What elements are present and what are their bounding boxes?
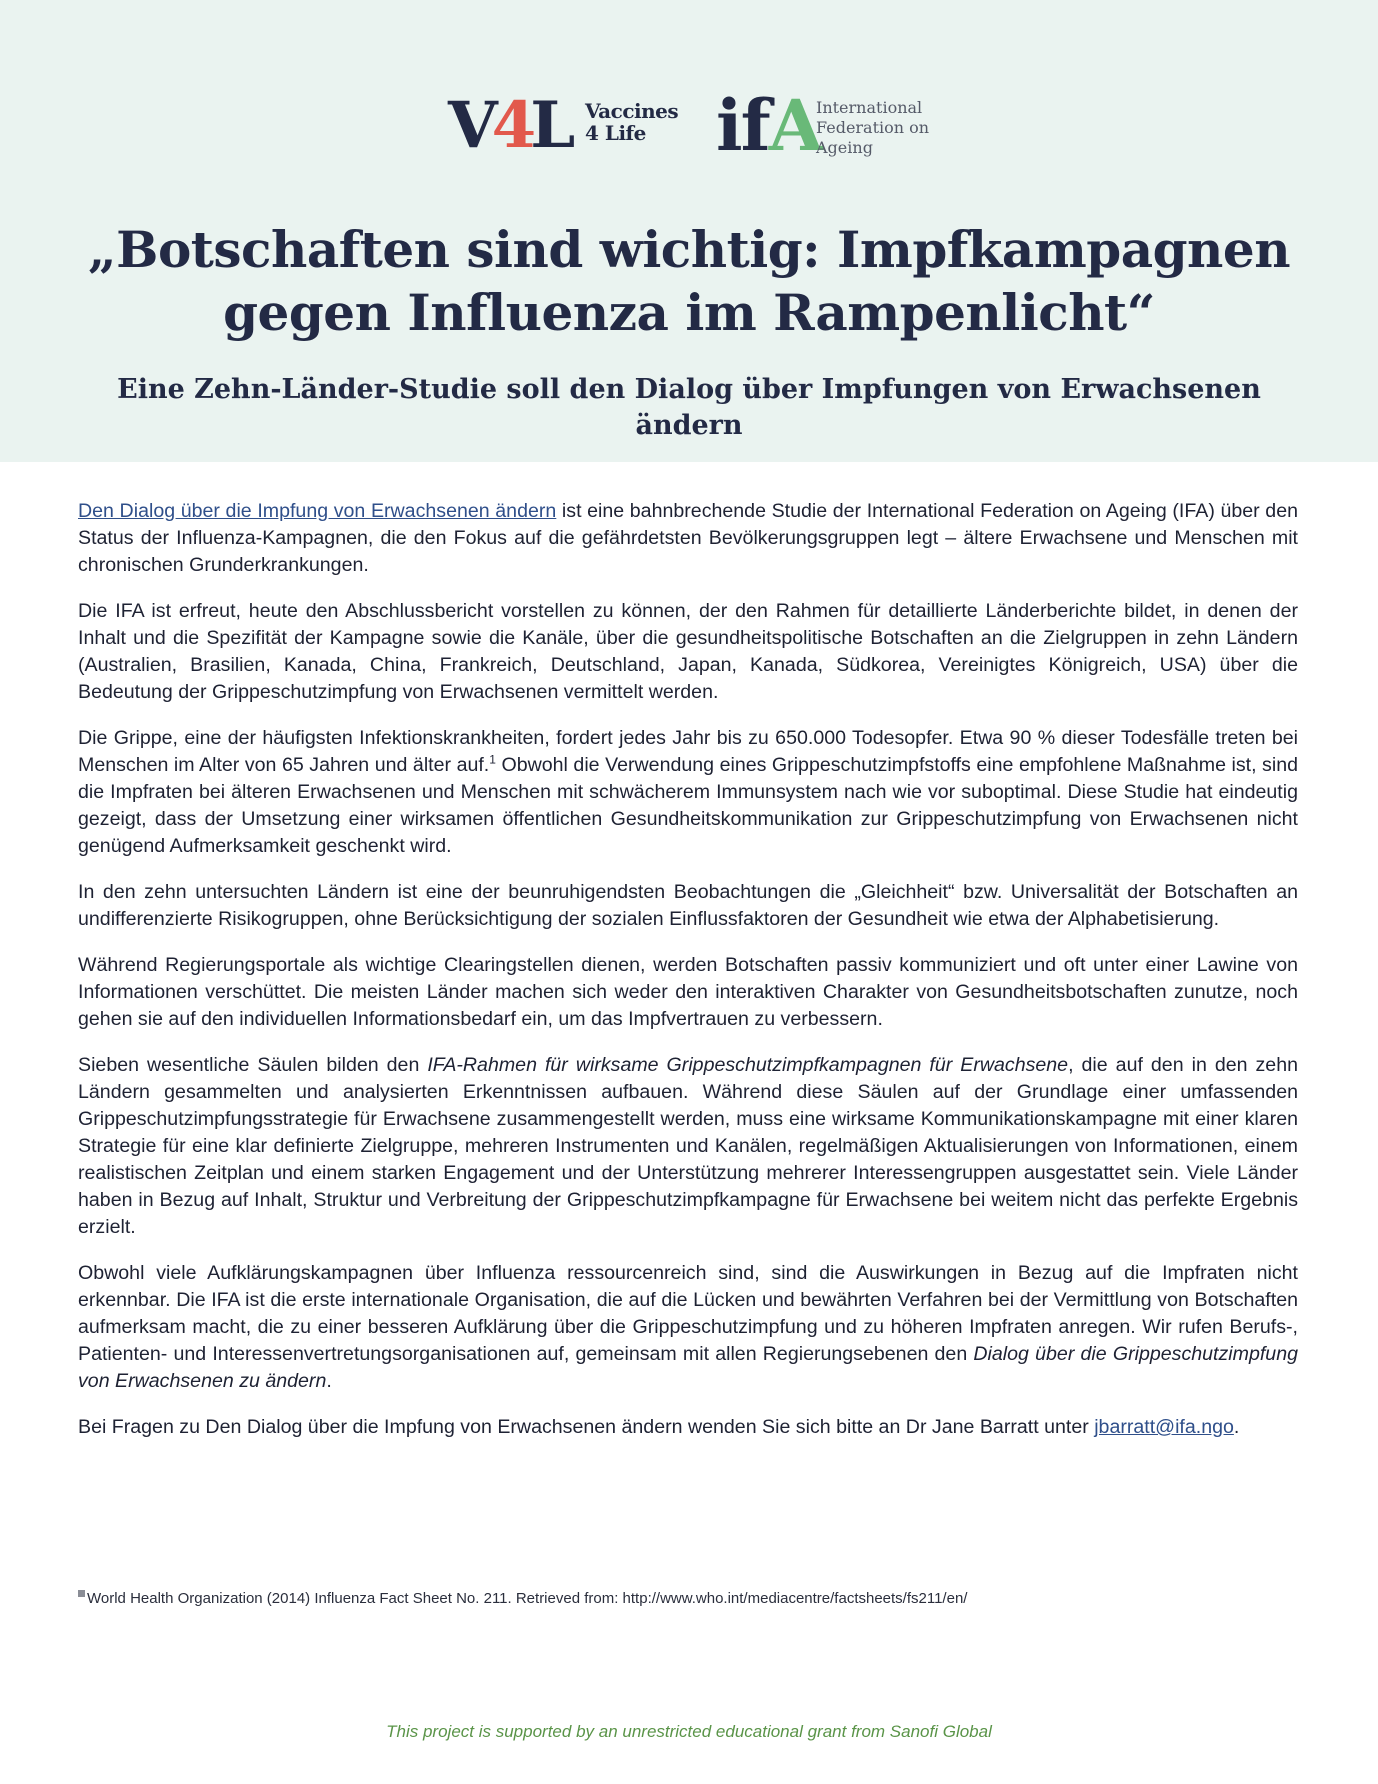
v4l-logo-mark <box>448 90 569 162</box>
sponsor-footer: This project is supported by an unrestricted educational grant from Sanofi Global <box>386 1722 992 1741</box>
v4l-mark-l: L <box>530 88 570 163</box>
logo-row <box>0 86 1378 166</box>
paragraph-3 <box>78 725 1298 860</box>
paragraph-8-text-b: . <box>1233 1416 1240 1438</box>
header-banner <box>0 0 1378 462</box>
body-text <box>78 498 1298 1460</box>
paragraph-8 <box>78 1414 1298 1441</box>
footnote-text: World Health Organization (2014) Influenza Fact Sheet No. 211. Retrieved from: http://www.who.int/mediacentre/factsheets/fs211/en/ <box>87 1590 968 1607</box>
v4l-mark-4: 4 <box>491 88 531 163</box>
paragraph-2: Die IFA ist erfreut, heute den Abschlussbericht vorstellen zu können, der den Rahmen für detaillierte Länderberichte bildet, in denen der Inhalt und die Spezifität der Kampagne sowie die Kanäle, über die gesundheitspolitische Botschaften an die Zielgruppen in zehn Ländern (Australien, Brasilien, Kanada, China, Frankreich, Deutschland, Japan, Kanada, Südkorea, Vereinigtes Königreich, USA) über die Bedeutung der Grippeschutzimpfung von Erwachsenen vermittelt werden. <box>78 600 1298 703</box>
study-link[interactable]: Den Dialog über die Impfung von Erwachsenen ändern <box>78 500 557 522</box>
ifa-mark-if: if <box>716 84 769 167</box>
footnote-marker-icon <box>78 1590 85 1597</box>
ifa-mark-a: A <box>768 84 822 167</box>
paragraph-5: Während Regierungsportale als wichtige Clearingstellen dienen, werden Botschaften passiv kommuniziert und oft unter einer Lawine von Informationen verschüttet. Die meisten Länder machen sich weder den interaktiven Charakter von Gesundheitsbotschaften zunutze, noch gehen sie auf den individuellen Informationsbedarf ein, um das Impfvertrauen zu verbessern. <box>78 954 1298 1030</box>
paragraph-1 <box>78 498 1298 579</box>
v4l-logo-text: Vaccines 4 Life <box>585 99 679 145</box>
page-title: „Botschaften sind wichtig: Impfkampagnen gegen Influenza im Rampenlicht“ <box>87 220 1291 342</box>
paragraph-3-text-b: Obwohl die Verwendung eines Grippeschutzimpfstoffs eine empfohlene Maßnahme ist, sind die Impfraten bei älteren Erwachsenen und Menschen mit schwächerem Immunsystem nach wie vor suboptimal. Diese Studie hat eindeutig gezeigt, dass der Umsetzung einer wirksamen öffentlichen Gesundheitskommunikation zur Grippeschutzimpfung von Erwachsenen nicht genügend Aufmerksamkeit geschenkt wird. <box>78 754 1298 857</box>
page-subtitle: Eine Zehn-Länder-Studie soll den Dialog über Impfungen von Erwachsenen ändern <box>117 374 1261 441</box>
campaign-title: Dialog über die Grippeschutzimpfung von Erwachsenen zu ändern <box>78 1343 1298 1392</box>
paragraph-7-text-b: . <box>326 1370 332 1392</box>
v4l-mark-v: V <box>448 88 492 163</box>
paragraph-6-text-b: , die auf den in den zehn Ländern gesammelten und analysierten Erkenntnissen aufbauen. Während diese Säulen auf der Grundlage einer umfassenden Grippeschutzimpfungsstrategie für Erwachsene zusammengestellt werden, muss eine wirksame Kommunikationskampagne mit einer klaren Strategie für eine klar definierte Zielgruppe, mehreren Instrumenten und Kanälen, regelmäßigen Aktualisierungen von Informationen, einem realistischen Zeitplan und einem starken Engagement und der Unterstützung mehrerer Interessengruppen ausgestattet sein. Viele Länder haben in Bezug auf Inhalt, Struktur und Verbreitung der Grippeschutzimpfkampagne für Erwachsene bei weitem nicht das perfekte Ergebnis erzielt. <box>78 1054 1298 1238</box>
paragraph-3-text-a: Die Grippe, eine der häufigsten Infektionskrankheiten, fordert jedes Jahr bis zu 650.000 Todesopfer. Etwa 90 % dieser Todesfälle treten bei Menschen im Alter von 65 Jahren und älter auf. <box>78 727 1298 776</box>
paragraph-1-text: ist eine bahnbrechende Studie der International Federation on Ageing (IFA) über den Status der Influenza-Kampagnen, die den Fokus auf die gefährdetsten Bevölkerungsgruppen legt – ältere Erwachsene und Menschen mit chronischen Grunderkrankungen. <box>78 500 1298 576</box>
paragraph-8-text-a: Bei Fragen zu Den Dialog über die Impfung von Erwachsenen ändern wenden Sie sich bitte an Dr Jane Barratt unter <box>78 1416 1095 1438</box>
paragraph-6-text-a: Sieben wesentliche Säulen bilden den <box>78 1054 428 1076</box>
ifa-logo-text: International Federation on Ageing <box>816 98 930 157</box>
email-link[interactable]: jbarratt@ifa.ngo <box>1094 1416 1234 1438</box>
paragraph-4: In den zehn untersuchten Ländern ist eine der beunruhigendsten Beobachtungen die „Gleichheit“ bzw. Universalität der Botschaften an undifferenzierte Risikogruppen, ohne Berücksichtigung der sozialen Einflussfaktoren der Gesundheit wie etwa der Alphabetisierung. <box>78 881 1298 930</box>
footnote <box>78 1589 1298 1609</box>
paragraph-6 <box>78 1052 1298 1241</box>
paragraph-7 <box>78 1260 1298 1395</box>
paragraph-7-text-a: Obwohl viele Aufklärungskampagnen über Influenza ressourcenreich sind, sind die Auswirkungen in Bezug auf die Impfraten nicht erkennbar. Die IFA ist die erste internationale Organisation, die auf die Lücken und bewährten Verfahren bei der Vermittlung von Botschaften aufmerksam macht, die zu einer besseren Aufklärung über die Grippeschutzimpfung und zu höheren Impfraten anregen. Wir rufen Berufs-, Patienten- und Interessenvertretungsorganisationen auf, gemeinsam mit allen Regierungsebenen den <box>78 1262 1298 1365</box>
framework-title: IFA-Rahmen für wirksame Grippeschutzimpfkampagnen für Erwachsene <box>427 1054 1069 1076</box>
footnote-ref: 1 <box>489 752 496 767</box>
ifa-logo-mark <box>716 86 821 166</box>
